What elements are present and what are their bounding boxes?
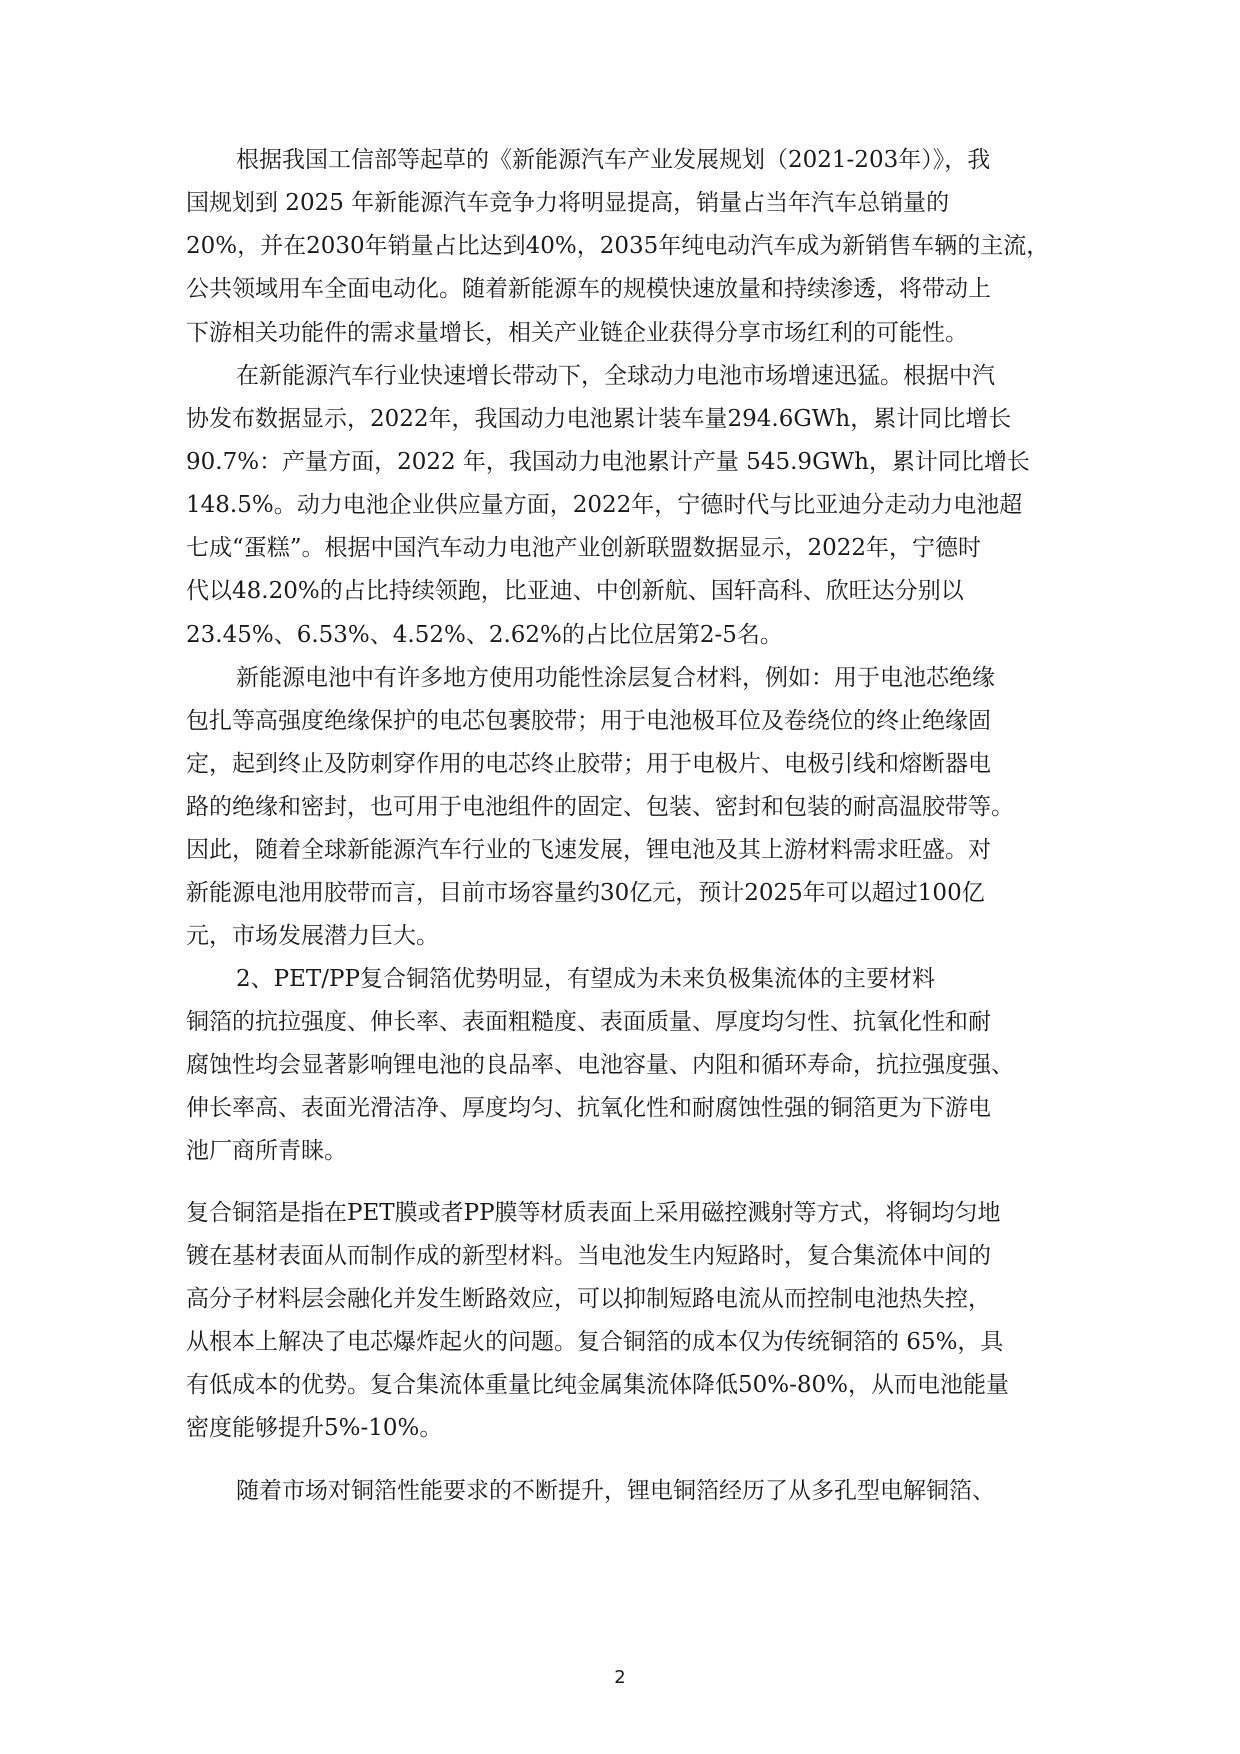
text-line: 复合铜箔是指在PET膜或者PP膜等材质表面上采用磁控溅射等方式，将铜均匀地 [186, 1200, 1001, 1226]
text-line: 从根本上解决了电芯爆炸起火的问题。复合铜箔的成本仅为传统铜箔的 65%，具 [186, 1329, 1004, 1355]
text-line: 新能源电池用胶带而言，目前市场容量约30亿元，预计2025年可以超过100亿 [186, 880, 985, 906]
text-line: 新能源电池中有许多地方使用功能性涂层复合材料，例如：用于电池芯绝缘 [236, 665, 995, 691]
text-line: 因此，随着全球新能源汽车行业的飞速发展，锂电池及其上游材料需求旺盛。对 [186, 837, 991, 863]
text-line: 协发布数据显示，2022年，我国动力电池累计装车量294.6GWh，累计同比增长 [186, 406, 1012, 432]
text-line: 包扎等高强度绝缘保护的电芯包裹胶带；用于电池极耳位及卷绕位的终止绝缘固 [186, 708, 991, 734]
text-line: 根据我国工信部等起草的《新能源汽车产业发展规划（2021-203年）》，我 [236, 147, 991, 173]
text-line: 代以48.20%的占比持续领跑，比亚迪、中创新航、国轩高科、欣旺达分别以 [186, 578, 964, 604]
text-line: 定，起到终止及防刺穿作用的电芯终止胶带；用于电极片、电极引线和熔断器电 [186, 751, 991, 777]
text-line: 有低成本的优势。复合集流体重量比纯金属集流体降低50%-80%，从而电池能量 [186, 1372, 1010, 1398]
text-line: 七成“蛋糕”。根据中国汽车动力电池产业创新联盟数据显示，2022年，宁德时 [186, 535, 982, 561]
text-line: 公共领域用车全面电动化。随着新能源车的规模快速放量和持续渗透，将带动上 [186, 276, 991, 302]
section-heading: 2、PET/PP复合铜箔优势明显，有望成为未来负极集流体的主要材料 [236, 966, 935, 992]
text-line: 路的绝缘和密封，也可用于电池组件的固定、包装、密封和包装的耐高温胶带等。 [186, 794, 1014, 820]
text-line: 随着市场对铜箔性能要求的不断提升，锂电铜箔经历了从多孔型电解铜箔、 [236, 1478, 995, 1504]
text-line: 铜箔的抗拉强度、伸长率、表面粗糙度、表面质量、厚度均匀性、抗氧化性和耐 [186, 1009, 991, 1035]
text-line: 23.45%、6.53%、4.52%、2.62%的占比位居第2-5名。 [186, 622, 783, 648]
text-line: 148.5%。动力电池企业供应量方面，2022年，宁德时代与比亚迪分走动力电池超 [186, 492, 1023, 518]
text-line: 下游相关功能件的需求量增长，相关产业链企业获得分享市场红利的可能性。 [186, 320, 968, 346]
text-line: 90.7%：产量方面，2022 年，我国动力电池累计产量 545.9GWh，累计同比增长 [186, 449, 1030, 475]
text-line: 伸长率高、表面光滑洁净、厚度均匀、抗氧化性和耐腐蚀性强的铜箔更为下游电 [186, 1095, 991, 1121]
text-line: 国规划到 2025 年新能源汽车竞争力将明显提高，销量占当年汽车总销量的 [186, 190, 950, 216]
text-line: 密度能够提升5%-10%。 [186, 1415, 443, 1441]
text-line: 镀在基材表面从而制作成的新型材料。当电池发生内短路时，复合集流体中间的 [186, 1243, 991, 1269]
text-line: 在新能源汽车行业快速增长带动下，全球动力电池市场增速迅猛。根据中汽 [236, 363, 995, 389]
text-line: 池厂商所青睐。 [186, 1138, 347, 1164]
text-line: 腐蚀性均会显著影响锂电池的良品率、电池容量、内阻和循环寿命，抗拉强度强、 [186, 1052, 1014, 1078]
text-line: 20%，并在2030年销量占比达到40%，2035年纯电动汽车成为新销售车辆的主流， [186, 233, 1050, 259]
page-number: 2 [614, 1667, 626, 1688]
text-line: 高分子材料层会融化并发生断路效应，可以抑制短路电流从而控制电池热失控， [186, 1286, 991, 1312]
text-line: 元，市场发展潜力巨大。 [186, 923, 439, 949]
